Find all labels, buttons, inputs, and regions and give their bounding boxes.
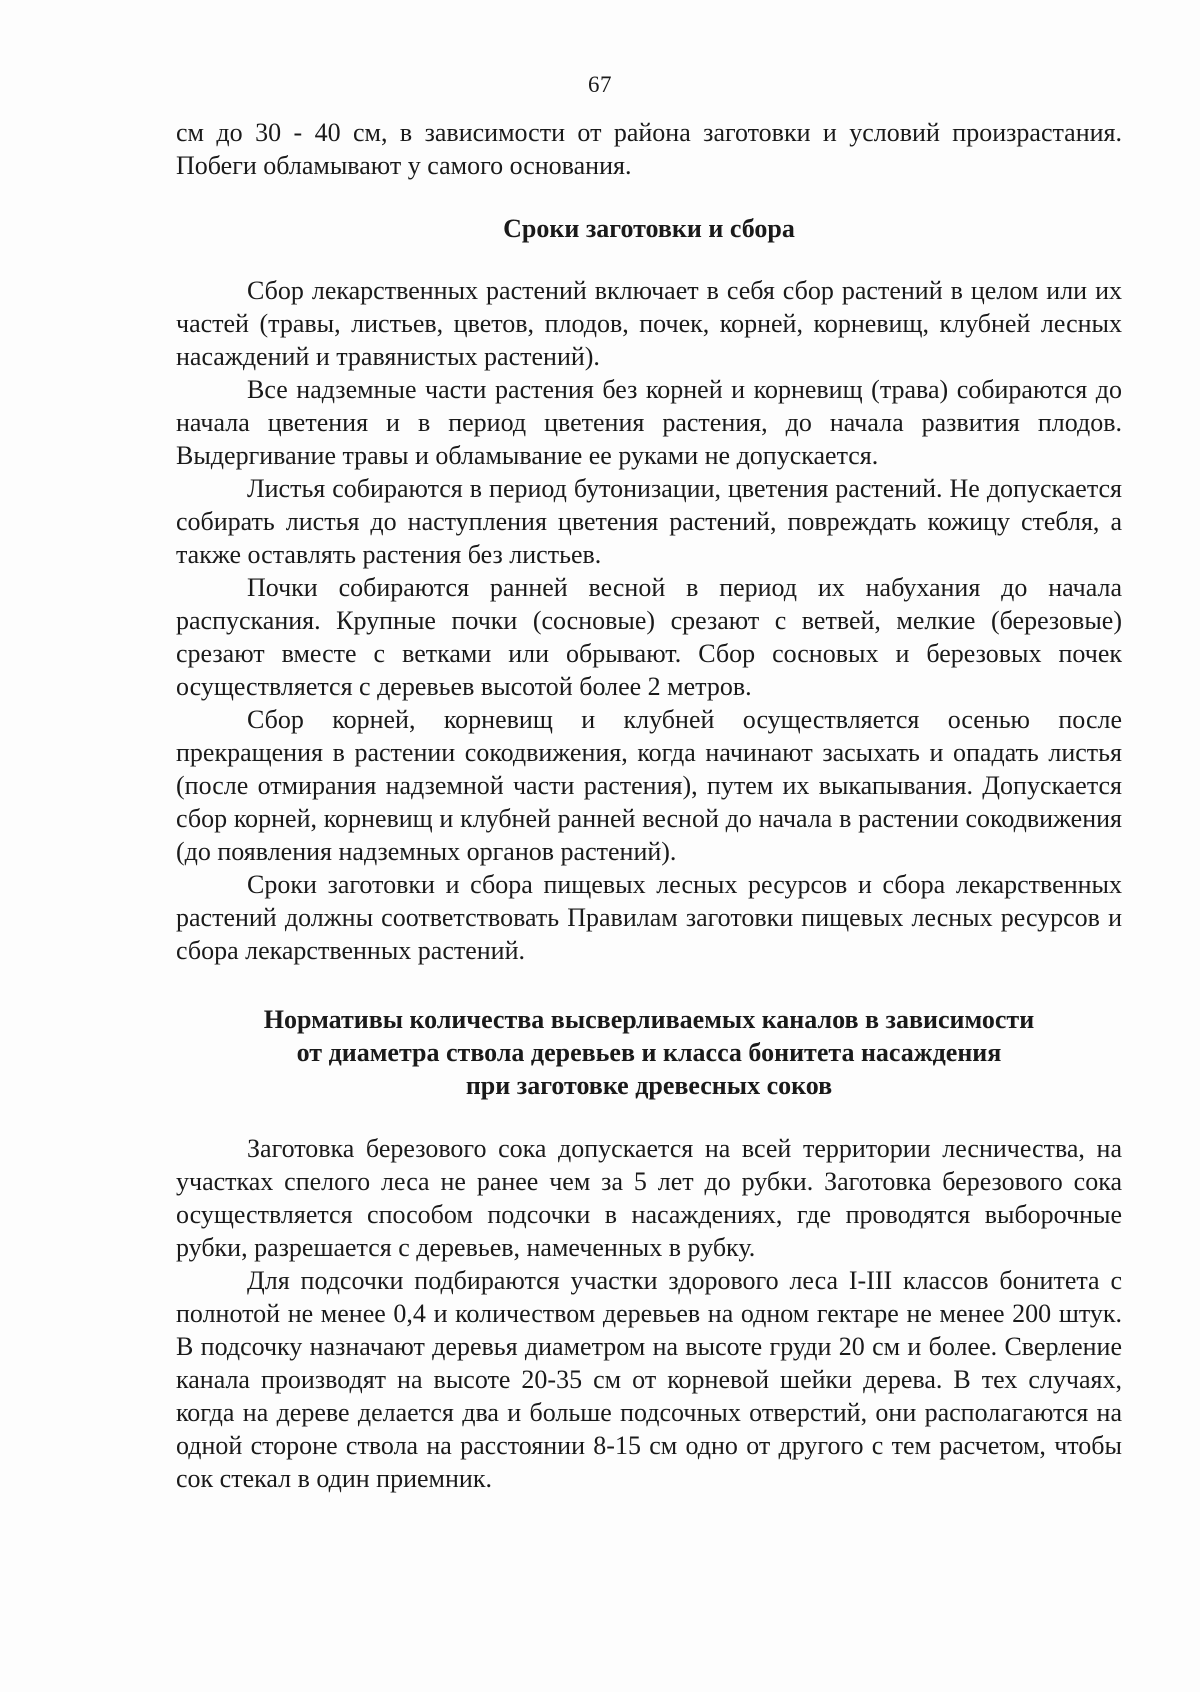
section-heading-harvest-dates: Сроки заготовки и сбора [503, 214, 795, 243]
heading-line: при заготовке древесных соков [465, 1071, 833, 1100]
heading-line: Нормативы количества высверливаемых каналов в зависимости [263, 1005, 1035, 1034]
paragraph: Все надземные части растения без корней и корневищ (трава) собираются до начала цветения и в период цветения растения, до начала развития плодов. Выдергивание травы и обламывание ее руками не допускается. [176, 375, 1122, 470]
document-body [176, 116, 1122, 1495]
paragraph: Листья собираются в период бутонизации, цветения растений. Не допускается собирать листья до наступления цветения растений, повреждать кожицу стебля, а также оставлять растения без листьев. [176, 474, 1122, 569]
heading-line: от диаметра ствола деревьев и класса бонитета насаждения [296, 1038, 1002, 1067]
paragraph: Почки собираются ранней весной в период их набухания до начала распускания. Крупные почки (сосновые) срезают с ветвей, мелкие (березовые) срезают вместе с ветками или обрывают. Сбор сосновых и березовых почек осуществляется с деревьев высотой более 2 метров. [176, 573, 1122, 701]
paragraph: Для подсочки подбираются участки здорового леса I-III классов бонитета с полнотой не менее 0,4 и количеством деревьев на одном гектаре не менее 200 штук. В подсочку назначают деревья диаметром на высоте груди 20 см и более. Сверление канала производят на высоте 20-35 см от корневой шейки дерева. В тех случаях, когда на дереве делается два и больше подсочных отверстий, они располагаются на одной стороне ствола на расстоянии 8-15 см одно от другого с тем расчетом, чтобы сок стекал в один приемник. [176, 1266, 1122, 1493]
paragraph: Сроки заготовки и сбора пищевых лесных ресурсов и сбора лекарственных растений должны соответствовать Правилам заготовки пищевых лесных ресурсов и сбора лекарственных растений. [176, 870, 1122, 965]
paragraph: Заготовка березового сока допускается на всей территории лесничества, на участках спелого леса не ранее чем за 5 лет до рубки. Заготовка березового сока осуществляется способом подсочки в насаждениях, где проводятся выборочные рубки, разрешается с деревьев, намеченных в рубку. [176, 1134, 1122, 1262]
section-heading-drilling-norms [176, 1003, 1122, 1102]
paragraph: Сбор корней, корневищ и клубней осуществляется осенью после прекращения в растении сокодвижения, когда начинают засыхать и опадать листья (после отмирания надземной части растения), путем их выкапывания. Допускается сбор корней, корневищ и клубней ранней весной до начала в растении сокодвижения (до появления надземных органов растений). [176, 705, 1122, 866]
paragraph-continuation: см до 30 - 40 см, в зависимости от района заготовки и условий произрастания. Побеги обламывают у самого основания. [176, 118, 1122, 180]
page-number: 67 [588, 72, 612, 97]
paragraph: Сбор лекарственных растений включает в себя сбор растений в целом или их частей (травы, листьев, цветов, плодов, почек, корней, корневищ, клубней лесных насаждений и травянистых растений). [176, 276, 1122, 371]
